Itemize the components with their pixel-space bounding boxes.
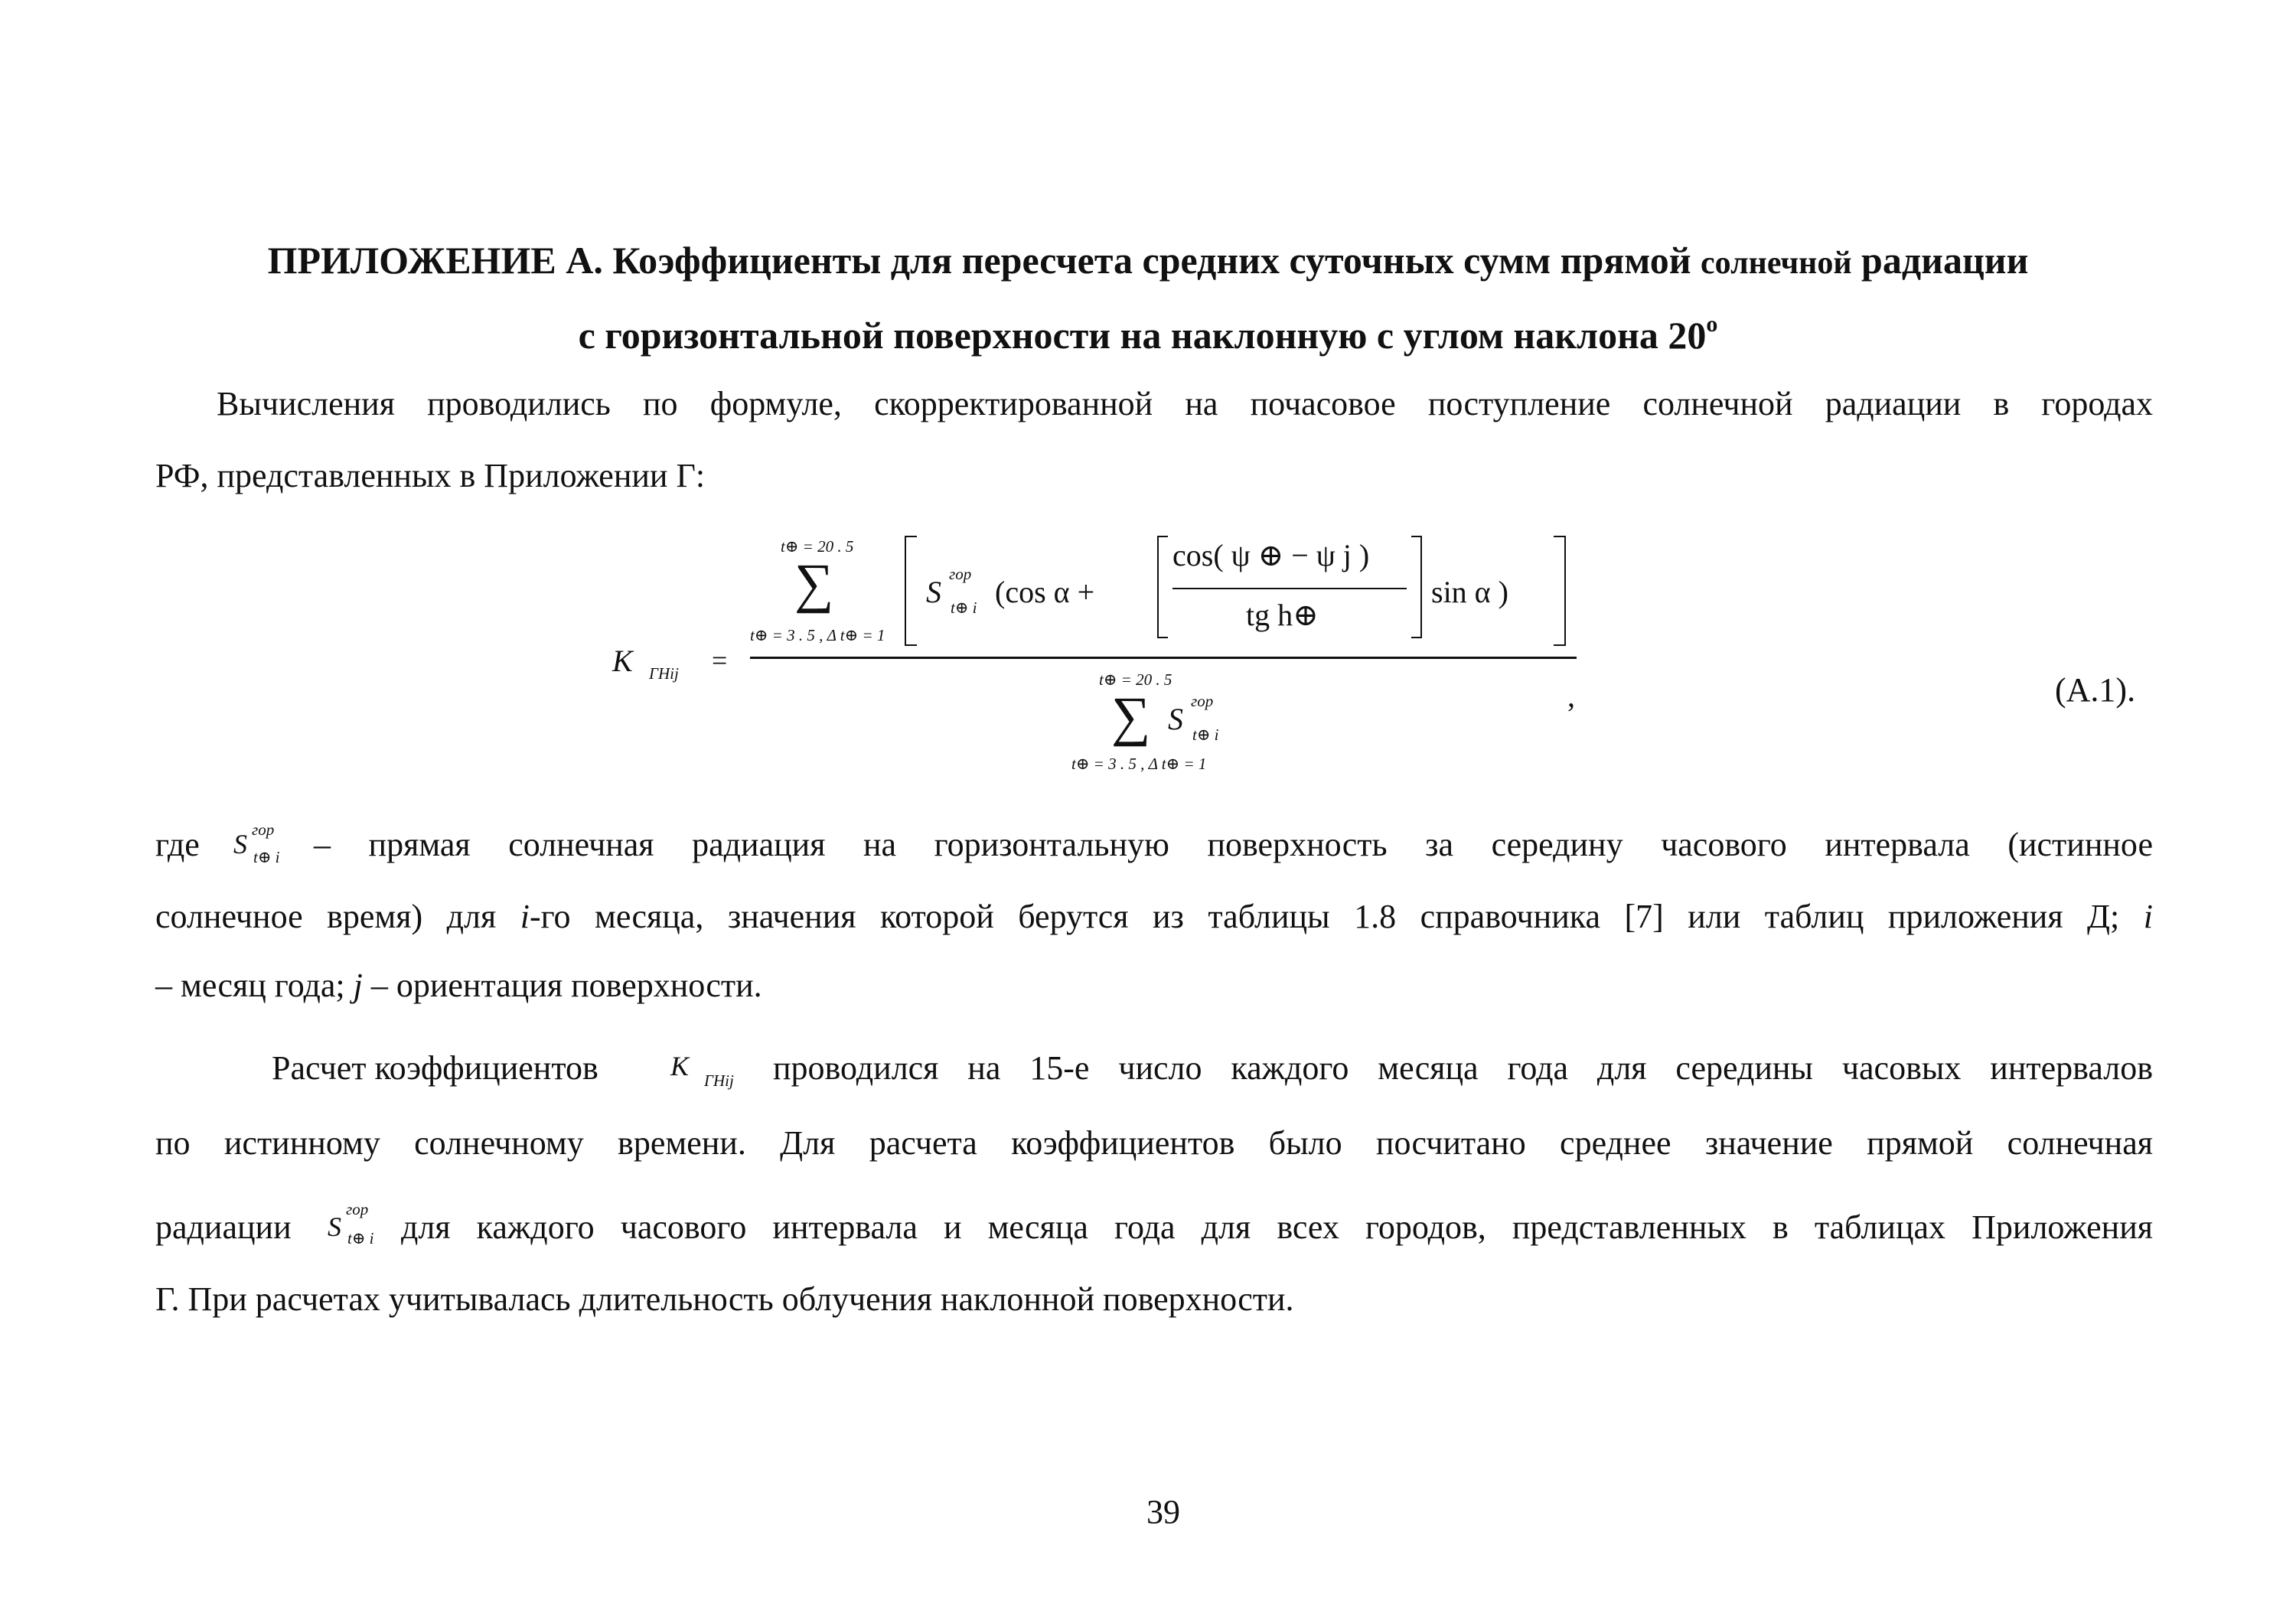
calc-line-1: проводился на 15-е число каждого месяца года для середины часовых интервалов (773, 1049, 2153, 1087)
calc-s-subscript: t⊕ i (347, 1229, 374, 1247)
denominator-sum-lower: t⊕ = 3 . 5 , Δ t⊕ = 1 (1071, 755, 1207, 773)
denominator-sum-symbol: ∑ (1111, 686, 1151, 747)
heading-line-2-text: с горизонтальной поверхности на наклонную с углом наклона 20 (578, 314, 1707, 357)
inner-cos-psi: cos( ψ ⊕ − ψ j ) (1172, 538, 1370, 572)
calc-line-1-start: Расчет коэффициентов (272, 1049, 598, 1087)
outer-bracket-right (1554, 536, 1566, 646)
where-line-3-j: j (353, 967, 363, 1004)
numerator-s-symbol: S (926, 575, 941, 609)
where-line-3-a: – месяц года; (155, 967, 354, 1004)
formula-comma: , (1567, 679, 1575, 713)
numerator-sin-alpha: sin α ) (1431, 575, 1508, 609)
where-line-2 (155, 897, 2153, 936)
numerator-s-subscript: t⊕ i (951, 598, 977, 617)
heading-line-1-start: ПРИЛОЖЕНИЕ А. Коэффициенты для пересчета средних суточных сумм прямой (267, 239, 1701, 282)
formula-k-symbol: К (612, 644, 633, 678)
main-fraction-line (750, 657, 1577, 659)
where-label: где (155, 826, 200, 863)
calc-line-4: Г. При расчетах учитывалась длительность облучения наклонной поверхности. (155, 1280, 1294, 1318)
calc-line-3-start: радиации (155, 1208, 292, 1246)
calc-s-letter: S (328, 1211, 341, 1242)
where-line-3 (155, 966, 762, 1005)
formula-k-subscript: ГНij (649, 664, 679, 683)
numerator-sum-lower: t⊕ = 3 . 5 , Δ t⊕ = 1 (750, 626, 885, 644)
where-line-1: – прямая солнечная радиация на горизонтальную поверхность за середину часового интервала (истинное (314, 826, 2153, 863)
denominator-s-subscript: t⊕ i (1192, 726, 1219, 744)
page-number: 39 (1146, 1493, 1180, 1531)
inner-tg-h: tg h⊕ (1246, 598, 1319, 632)
calc-k-letter: К (670, 1051, 689, 1081)
denominator-s-symbol: S (1168, 702, 1183, 736)
intro-line-1: Вычисления проводились по формуле, скорректированной на почасовое поступление солнечной радиации в городах (217, 385, 2153, 422)
heading-line-2 (153, 312, 2143, 364)
inner-bracket-left (1157, 536, 1168, 638)
numerator-sum-upper: t⊕ = 20 . 5 (781, 537, 854, 556)
equation-number: (А.1). (2055, 671, 2136, 709)
where-line-2-i: i (520, 898, 530, 935)
outer-bracket-left (905, 536, 917, 646)
where-s-subscript: t⊕ i (253, 848, 280, 866)
calc-s-superscript: гор (346, 1200, 369, 1218)
calc-line-3: для каждого часового интервала и месяца года для всех городов, представленных в таблицах Приложения (401, 1208, 2153, 1246)
inner-bracket-right (1411, 536, 1422, 638)
where-line-2-i2: i (2143, 898, 2153, 935)
where-line-2-b: -го месяца, значения которой берутся из таблицы 1.8 справочника [7] или таблиц приложения Д; (529, 898, 2144, 935)
formula-equals: = (712, 645, 728, 676)
numerator-s-superscript: гор (949, 565, 972, 583)
denominator-sum-upper: t⊕ = 20 . 5 (1099, 670, 1172, 689)
calc-line-2: по истинному солнечному времени. Для расчета коэффициентов было посчитано среднее значение прямой солнечная (155, 1124, 2153, 1162)
inner-fraction-line (1172, 588, 1407, 589)
formula-a1 (597, 528, 1668, 788)
calc-k-subscript: ГНij (704, 1071, 734, 1090)
numerator-sum-symbol: ∑ (794, 553, 834, 614)
where-line-2-a: солнечное время) для (155, 898, 520, 935)
degree-superscript: о (1706, 311, 1718, 337)
heading-line-1-small: солнечной (1701, 246, 1852, 281)
denominator-s-superscript: гор (1191, 692, 1214, 710)
where-s-superscript: гор (252, 820, 275, 839)
where-line-3-b: – ориентация поверхности. (362, 967, 762, 1004)
numerator-cos-alpha: (cos α + (995, 575, 1095, 609)
heading-line-1 (153, 237, 2143, 286)
heading-line-1-end: радиации (1851, 239, 2029, 282)
intro-line-2: РФ, представленных в Приложении Г: (155, 457, 706, 494)
where-s-letter: S (233, 829, 247, 859)
